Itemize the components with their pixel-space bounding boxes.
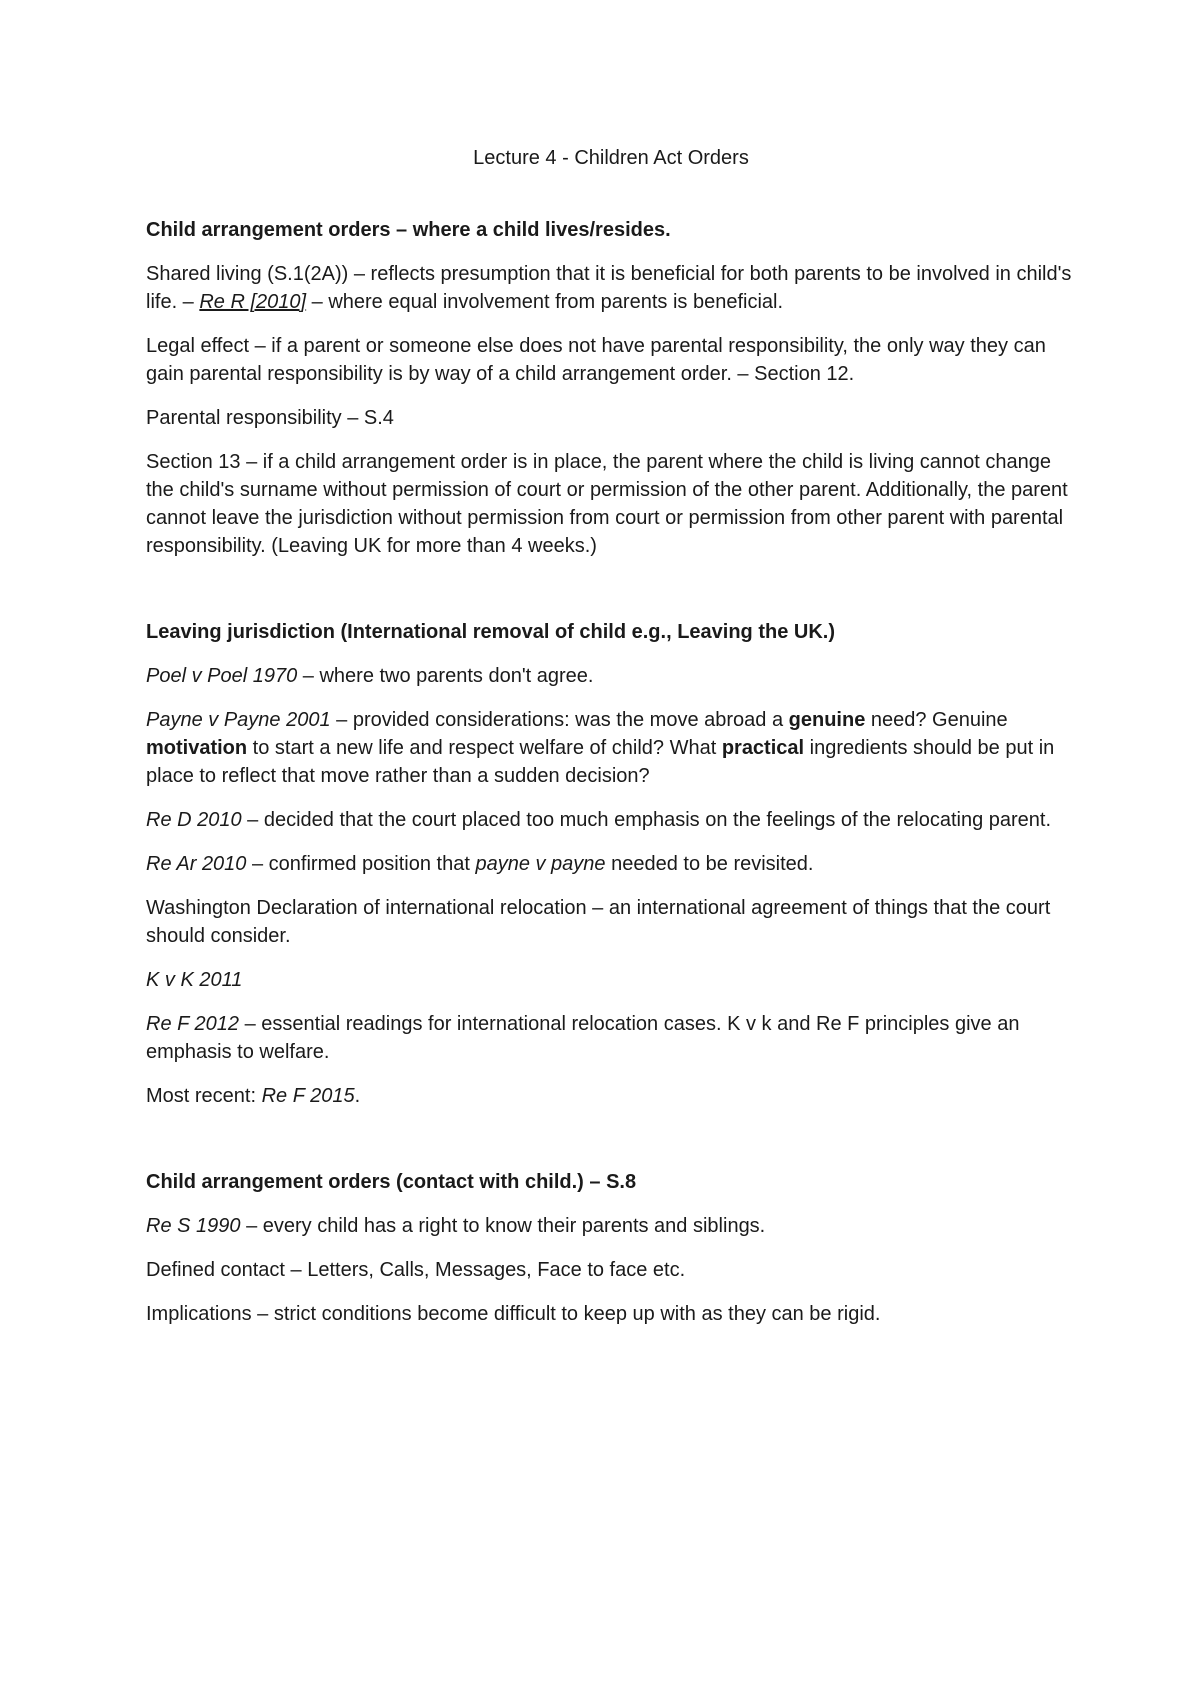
text-span: – provided considerations: was the move abroad a [330, 709, 789, 731]
paragraph-re-s [146, 1212, 1076, 1240]
paragraph-most-recent [146, 1082, 1076, 1110]
section-heading-lives-resides: Child arrangement orders – where a child lives/resides. [146, 219, 671, 241]
section-spacer [146, 576, 1076, 618]
paragraph-shared-living [146, 260, 1076, 316]
case-citation: Poel v Poel 1970 [146, 665, 298, 687]
text-span: to start a new life and respect welfare of child? What [247, 737, 722, 759]
case-citation: Re F 2015 [261, 1085, 355, 1107]
paragraph-defined-contact: Defined contact – Letters, Calls, Messages, Face to face etc. [146, 1259, 686, 1281]
text-span: . [354, 1085, 361, 1107]
case-citation: Re S 1990 [146, 1215, 241, 1237]
paragraph-poel [146, 662, 1076, 690]
text-span: Shared living (S.1(2A)) – reflects presumption that it is beneficial for both parents to be involved in child's life. – [146, 263, 1072, 313]
paragraph-legal-effect: Legal effect – if a parent or someone else does not have parental responsibility, the only way they can gain parental responsibility is by way of a child arrangement order. – Section 12. [146, 335, 1046, 385]
paragraph-implications: Implications – strict conditions become difficult to keep up with as they can be rigid. [146, 1303, 881, 1325]
emphasis-term: practical [721, 737, 805, 759]
text-span: – confirmed position that [246, 853, 476, 875]
text-span: need? Genuine [865, 709, 1008, 731]
section-heading-leaving-jurisdiction: Leaving jurisdiction (International removal of child e.g., Leaving the UK.) [146, 621, 835, 643]
case-citation: Payne v Payne 2001 [146, 709, 331, 731]
paragraph-parental-responsibility: Parental responsibility – S.4 [146, 407, 394, 429]
text-span: – every child has a right to know their parents and siblings. [240, 1215, 766, 1237]
text-span: needed to be revisited. [605, 853, 814, 875]
case-citation: Re F 2012 [146, 1013, 240, 1035]
paragraph-washington: Washington Declaration of international relocation – an international agreement of things that the court should consider. [146, 897, 1051, 947]
case-reference: payne v payne [475, 853, 606, 875]
paragraph-re-f-2012 [146, 1010, 1076, 1066]
text-span: Most recent: [146, 1085, 262, 1107]
emphasis-term: genuine [788, 709, 866, 731]
paragraph-payne [146, 706, 1076, 790]
paragraph-k-v-k: K v K 2011 [146, 969, 243, 991]
section-heading-contact: Child arrangement orders (contact with child.) – S.8 [146, 1171, 637, 1193]
text-span: – where two parents don't agree. [297, 665, 594, 687]
document-body [146, 144, 1076, 1344]
text-span: – essential readings for international relocation cases. K v k and Re F principles give an emphasis to welfare. [146, 1013, 1020, 1063]
case-citation: Re D 2010 [146, 809, 242, 831]
paragraph-section-13: Section 13 – if a child arrangement order is in place, the parent where the child is living cannot change the child's surname without permission of court or permission of the other parent. Additionally, the parent cannot leave the jurisdiction without permission from court or permission from other parent with parental responsibility. (Leaving UK for more than 4 weeks.) [146, 451, 1068, 557]
text-span: – where equal involvement from parents is beneficial. [306, 291, 784, 313]
text-span: – decided that the court placed too much emphasis on the feelings of the relocating parent. [241, 809, 1052, 831]
paragraph-re-d [146, 806, 1076, 834]
section-spacer [146, 1126, 1076, 1168]
paragraph-re-ar [146, 850, 1076, 878]
case-citation: Re R [2010] [199, 291, 307, 313]
case-citation: Re Ar 2010 [146, 853, 247, 875]
document-title: Lecture 4 - Children Act Orders [473, 147, 749, 169]
emphasis-term: motivation [146, 737, 248, 759]
text-span: ingredients should be put in place to reflect that move rather than a sudden decision? [146, 737, 1055, 787]
